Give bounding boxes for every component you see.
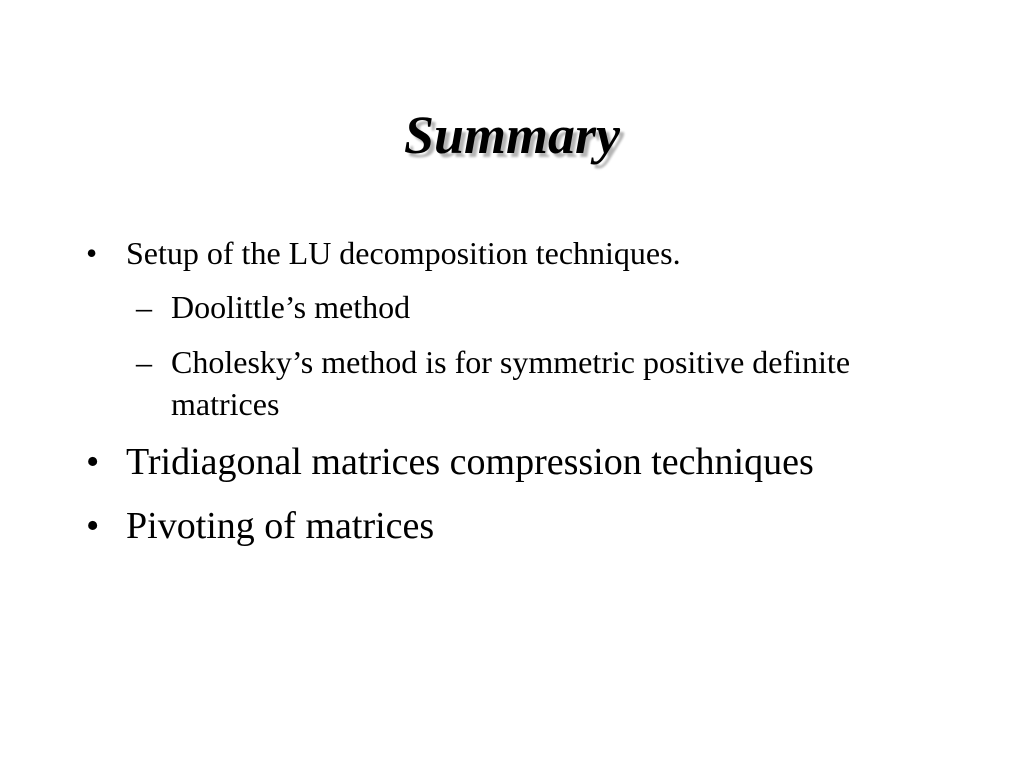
bullet-text: Setup of the LU decomposition techniques. (126, 235, 681, 271)
sub-bullet-text: Cholesky’s method is for symmetric positive definite matrices (171, 344, 851, 422)
bullet-text: Tridiagonal matrices compression techniques (126, 441, 814, 483)
sub-bullet-item (80, 341, 960, 425)
bullet-item (80, 502, 960, 550)
sub-bullet-text: Doolittle’s method (171, 289, 411, 325)
bullet-item (80, 438, 960, 486)
slide-title: Summary (403, 105, 621, 165)
sub-bullet-item (80, 286, 960, 328)
bullet-marker: • (86, 441, 100, 483)
bullet-marker: • (86, 505, 100, 547)
bullet-item (80, 232, 960, 274)
dash-marker: – (136, 344, 152, 380)
bullet-text: Pivoting of matrices (126, 505, 435, 547)
slide-body (80, 232, 960, 566)
bullet-marker: • (86, 235, 98, 271)
dash-marker: – (136, 289, 152, 325)
